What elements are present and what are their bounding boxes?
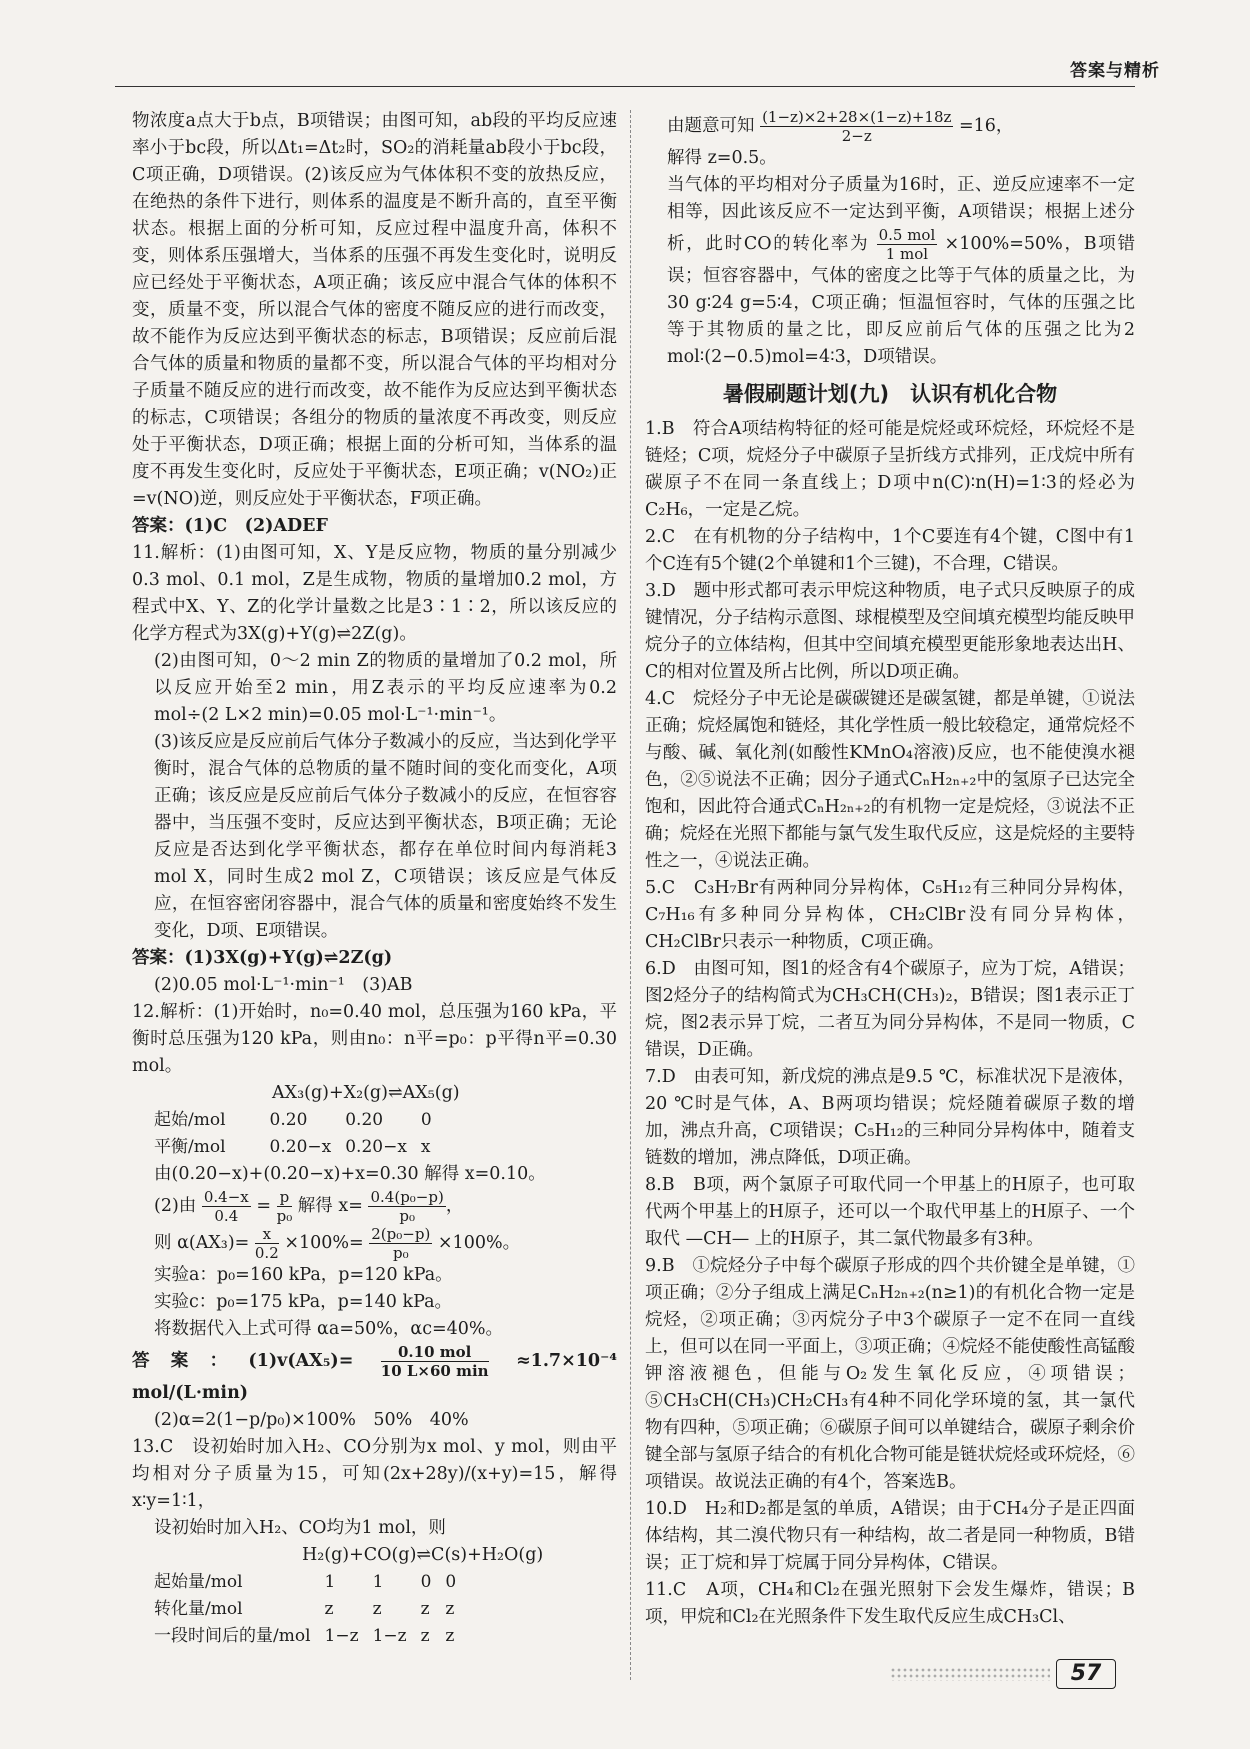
answer-11-part2: (2)由图可知，0～2 min Z的物质的量增加了0.2 mol，所以反应开始至2 min，用Z表示的平均反应速率为0.2 mol÷(2 L×2 min)=0.05 mol·L⁻¹·min⁻¹。 xyxy=(154,651,617,725)
table-cell: z xyxy=(445,1626,455,1646)
fraction xyxy=(255,1225,279,1262)
answer-13-solve: 解得 z=0.5。 xyxy=(667,148,777,168)
table-cell: 起始/mol xyxy=(154,1110,226,1130)
denominator: 2−z xyxy=(841,127,872,145)
left-column xyxy=(132,108,617,1650)
table-cell: 0.20 xyxy=(269,1110,308,1130)
table-cell: 0.20−x xyxy=(269,1137,332,1157)
table-cell: 1 xyxy=(372,1572,384,1592)
numerator: 0.4−x xyxy=(203,1188,249,1206)
table-cell: z xyxy=(445,1599,455,1619)
fraction xyxy=(202,1188,251,1225)
numerator: 0.4(p₀−p) xyxy=(370,1188,444,1206)
table-cell: 平衡/mol xyxy=(154,1137,226,1157)
denominator: p₀ xyxy=(276,1207,293,1225)
text: 答案：(1)v(AX₅)= xyxy=(132,1351,354,1371)
answer-12-formula-2 xyxy=(132,1225,617,1262)
equation-13-head: H₂(g)+CO(g)⇌C(s)+H₂O(g) xyxy=(302,1545,544,1565)
decorative-dots xyxy=(890,1667,1050,1681)
text: ≈1.7×10⁻⁴ mol/(L·min) xyxy=(132,1351,618,1403)
denominator: 1 mol xyxy=(885,245,929,263)
answer-13-part2: 设初始时加入H₂、CO均为1 mol，则 xyxy=(154,1518,446,1538)
numerator: p xyxy=(277,1188,293,1207)
table-cell: z xyxy=(420,1626,430,1646)
table-cell: 0 xyxy=(420,1572,432,1592)
section-title: 暑假刷题计划(九) 认识有机化合物 xyxy=(722,382,1058,406)
equation-12-head: AX₃(g)+X₂(g)⇌AX₅(g) xyxy=(272,1083,460,1103)
fraction xyxy=(381,1343,489,1380)
text: 则 α(AX₃)= xyxy=(154,1233,250,1253)
table-cell: 1−z xyxy=(324,1626,359,1646)
column-divider xyxy=(630,110,631,1680)
header-rule xyxy=(115,86,1135,87)
fraction xyxy=(877,226,938,263)
fraction xyxy=(760,108,953,145)
denominator: 0.2 xyxy=(254,1244,279,1262)
answer-12-result: 将数据代入上式可得 αa=50%，αc=40%。 xyxy=(154,1319,504,1339)
denominator: 0.4 xyxy=(214,1207,239,1225)
text: 由题意可知 xyxy=(667,116,755,136)
answer-10: 10.D H₂和D₂都是氢的单质，A错误；由于CH₄分子是正四面体结构，其二溴代物只有一种结构，故二者是同一种物质，B错误；正丁烷和异丁烷属于同分异构体，C错误。 xyxy=(645,1499,1135,1573)
table-cell: 一段时间后的量/mol xyxy=(154,1626,311,1646)
right-column xyxy=(645,108,1135,1631)
answer-8: 8.B B项，两个氯原子可取代同一个甲基上的H原子，也可取代两个甲基上的H原子，还可以一个取代甲基上的H原子、一个取代 —CH— 上的H原子，其二氯代物最多有3种。 xyxy=(645,1175,1135,1249)
numerator: 0.10 mol xyxy=(381,1343,489,1362)
text: ×100%= xyxy=(284,1233,364,1253)
answer-9: 9.B ①烷烃分子中每个碳原子形成的四个共价键全是单键，①项正确；②分子组成上满足CₙH₂ₙ₊₂(n≥1)的有机化合物一定是烷烃，②项正确；③丙烷分子中3个碳原子一定不在同一直线上，但可以在同一平面上，③项正确；④烷烃不能使酸性高锰酸钾溶液褪色，但能与O₂发生氧化反应，④项错误；⑤CH₃CH(CH₃)CH₂CH₃有4种不同化学环境的氢，其一氯代物有四种，⑤项正确；⑥碳原子间可以单键结合，碳原子剩余价键全部与氢原子结合的有机化合物可能是链状烷烃或环烷烃，⑥项错误。故说法正确的有4个，答案选B。 xyxy=(645,1256,1135,1492)
numerator: (1−z)×2+28×(1−z)+18z xyxy=(762,108,952,126)
text: ×100%=50%，B项错误；恒容容器中，气体的密度之比等于气体的质量之比，为30 g∶24 g=5∶4，C项正确；恒温恒容时，气体的压强之比等于其物质的量之比，即反应前后气体的压强之比为2 mol∶(2−0.5)mol=4∶3，D项错误。 xyxy=(667,234,1135,367)
answer-12-key-a xyxy=(132,1343,617,1407)
fraction xyxy=(369,1225,432,1262)
answer-13-part1: 13.C 设初始时加入H₂、CO分别为x mol、y mol，则由平均相对分子质量为15，可知(2x+28y)/(x+y)=15，解得x∶y=1∶1， xyxy=(132,1437,617,1511)
table-cell: 0.20 xyxy=(345,1110,384,1130)
answer-12-exp-a: 实验a：p₀=160 kPa，p=120 kPa。 xyxy=(154,1265,453,1285)
table-cell: z xyxy=(420,1599,430,1619)
table-row xyxy=(154,1134,446,1161)
table-cell: z xyxy=(324,1599,334,1619)
answer-2: 2.C 在有机物的分子结构中，1个C要连有4个键，C图中有1个C连有5个键(2个单键和1个三键)，不合理，C错误。 xyxy=(645,527,1135,574)
numerator: x xyxy=(255,1225,279,1244)
answer-11-key-a: 答案：(1)3X(g)+Y(g)⇌2Z(g) xyxy=(132,948,393,968)
text: =16， xyxy=(959,116,1014,136)
table-cell: 1 xyxy=(324,1572,336,1592)
answer-11-part3: (3)该反应是反应前后气体分子数减小的反应，当达到化学平衡时，混合气体的总物质的量不随时间的变化而变化，A项正确；该反应是反应前后气体分子数减小的反应，在恒容容器中，当压强不变时，反应达到平衡状态，B项正确；无论反应是否达到化学平衡状态，都存在单位时间内每消耗3 mol X，同时生成2 mol Z，C项错误；该反应是气体反应，在恒容密闭容器中，混合气体的质量和密度始终不发生变化，D项、E项错误。 xyxy=(154,732,617,941)
table-cell: 转化量/mol xyxy=(154,1599,243,1619)
table-cell: 起始量/mol xyxy=(154,1572,243,1592)
denominator: 10 L×60 min xyxy=(380,1362,489,1380)
table-cell: 0 xyxy=(445,1572,457,1592)
answer-3: 3.D 题中形式都可表示甲烷这种物质，电子式只反映原子的成键情况，分子结构示意图、球棍模型及空间填充模型均能反映甲烷分子的立体结构，但其中空间填充模型更能形象地表达出H、C的相对位置及所占比例，所以D项正确。 xyxy=(645,581,1135,682)
answer-12-solve: 由(0.20−x)+(0.20−x)+x=0.30 解得 x=0.10。 xyxy=(154,1164,546,1184)
fraction xyxy=(277,1188,293,1225)
equation-13-table xyxy=(154,1569,470,1650)
numerator: 0.5 mol xyxy=(878,226,936,244)
answer-6: 6.D 由图可知，图1的烃含有4个碳原子，应为丁烷，A错误；图2烃分子的结构简式为CH₃CH(CH₃)₂，B错误；图1表示正丁烷，图2表示异丁烷，二者互为同分异构体，不是同一物质，C错误，D正确。 xyxy=(645,959,1135,1060)
table-row xyxy=(154,1107,446,1134)
answer-7: 7.D 由表可知，新戊烷的沸点是9.5 ℃，标准状况下是液体，20 ℃时是气体，A、B两项均错误；烷烃随着碳原子数的增加，沸点升高，C项错误；C₅H₁₂的三种同分异构体中，随着支链数的增加，沸点降低，D项正确。 xyxy=(645,1067,1135,1168)
text: 解得 x= xyxy=(297,1196,363,1216)
page-footer xyxy=(890,1659,1130,1689)
page-number: 57 xyxy=(1056,1659,1116,1689)
answer-13-analysis xyxy=(645,172,1135,371)
table-cell: 0.20−x xyxy=(345,1137,407,1157)
answer-4: 4.C 烷烃分子中无论是碳碳键还是碳氢键，都是单键，①说法正确；烷烃属饱和链烃，其化学性质一般比较稳定，通常烷烃不与酸、碱、氧化剂(如酸性KMnO₄溶液)反应，也不能使溴水褪色，②⑤说法不正确；因分子通式CₙH₂ₙ₊₂中的氢原子已达完全饱和，因此符合通式CₙH₂ₙ₊₂的有机物一定是烷烃，③说法不正确；烷烃在光照下都能与氯气发生取代反应，这是烷烃的主要特性之一，④说法正确。 xyxy=(645,689,1135,871)
table-cell: z xyxy=(372,1599,382,1619)
answer-10-analysis: 物浓度a点大于b点，B项错误；由图可知，ab段的平均反应速率小于bc段，所以Δt₁=Δt₂时，SO₂的消耗量ab段小于bc段，C项正确，D项错误。(2)该反应为气体体积不变的放热反应，在绝热的条件下进行，则体系的温度是不断升高的，直至平衡状态。根据上面的分析可知，反应过程中温度升高，体积不变，则体系压强增大，当体系的压强不再发生变化时，说明反应已经处于平衡状态，A项正确；该反应中混合气体的体积不变，质量不变，所以混合气体的密度不随反应的进行而改变，故不能作为反应达到平衡状态的标志，B项错误；反应前后混合气体的质量和物质的量都不变，所以混合气体的平均相对分子质量不随反应的进行而改变，故不能作为反应达到平衡状态的标志，C项错误；各组分的物质的量浓度不再改变，则反应处于平衡状态，D项正确；根据上面的分析可知，当体系的温度不再发生变化时，反应处于平衡状态，E项正确；v(NO₂)正=v(NO)逆，则反应处于平衡状态，F项正确。 xyxy=(132,111,617,509)
answer-10-key: 答案：(1)C (2)ADEF xyxy=(132,516,328,536)
denominator: p₀ xyxy=(392,1244,409,1262)
page-header-title: 答案与精析 xyxy=(1070,61,1160,81)
table-cell: 1−z xyxy=(372,1626,407,1646)
answer-12-part1: 12.解析：(1)开始时，n₀=0.40 mol，总压强为160 kPa，平衡时总压强为120 kPa，则由n₀：n平=p₀：p平得n平=0.30 mol。 xyxy=(132,1002,617,1076)
equation-12-table xyxy=(154,1107,446,1161)
denominator: p₀ xyxy=(399,1207,415,1225)
table-cell: 0 xyxy=(420,1110,432,1130)
answer-11-key-b: (2)0.05 mol·L⁻¹·min⁻¹ (3)AB xyxy=(154,975,413,995)
answer-5: 5.C C₃H₇Br有两种同分异构体，C₅H₁₂有三种同分异构体，C₇H₁₆有多种同分异构体，CH₂ClBr没有同分异构体，CH₂ClBr只表示一种物质，C项正确。 xyxy=(645,878,1135,952)
text: (2)由 xyxy=(154,1196,197,1216)
answer-13-formula xyxy=(645,108,1135,145)
table-row xyxy=(154,1569,470,1596)
text: = xyxy=(256,1196,272,1216)
numerator: 2(p₀−p) xyxy=(371,1225,431,1243)
table-row xyxy=(154,1596,470,1623)
answer-12-formula-1: (2)由 $\frac{0.4-x}{0.4}$ = $\frac{p}{\text{p₀}}$ 解得 x= $\frac{\text{0.4(p₀−p)}}{\text{p₀}}$ ， xyxy=(154,1188,464,1225)
answer-11-part1: 11.解析：(1)由图可知，X、Y是反应物，物质的量分别减少0.3 mol、0.1 mol，Z是生成物，物质的量增加0.2 mol，方程式中X、Y、Z的化学计量数之比是3∶1∶2，所以该反应的化学方程式为3X(g)+Y(g)⇌2Z(g)。 xyxy=(132,543,617,644)
answer-12-key-b: (2)α=2(1−p/p₀)×100% 50% 40% xyxy=(154,1410,469,1430)
fraction xyxy=(368,1188,445,1225)
text: ×100%。 xyxy=(437,1233,521,1253)
answer-1: 1.B 符合A项结构特征的烃可能是烷烃或环烷烃，环烷烃不是链烃；C项，烷烃分子中碳原子呈折线方式排列，正戊烷中所有碳原子不在同一条直线上；D项中n(C)∶n(H)=1∶3的烃必为C₂H₆，一定是乙烷。 xyxy=(645,419,1135,520)
answer-12-exp-c: 实验c：p₀=175 kPa，p=140 kPa。 xyxy=(154,1292,453,1312)
table-row xyxy=(154,1623,470,1650)
answer-11: 11.C A项，CH₄和Cl₂在强光照射下会发生爆炸，错误；B项，甲烷和Cl₂在光照条件下发生取代反应生成CH₃Cl、 xyxy=(645,1580,1135,1627)
table-cell: x xyxy=(420,1137,431,1157)
text: 当气体的平均相对分子质量为16时，正、逆反应速率不一定相等，因此该反应不一定达到平衡，A项错误；根据上述分析，此时CO的转化率为 xyxy=(667,175,1135,254)
